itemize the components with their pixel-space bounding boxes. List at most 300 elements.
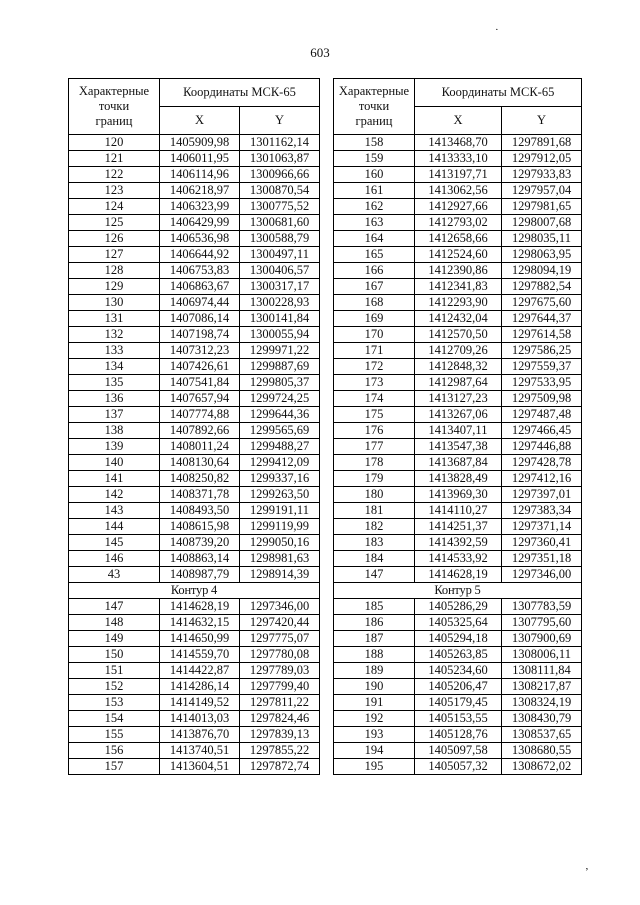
point-id-cell: 143 [69,503,160,519]
y-cell: 1297775,07 [240,631,320,647]
x-cell: 1405179,45 [415,695,502,711]
table-row [334,295,582,311]
table-row [69,295,320,311]
points-header-line: границ [355,114,393,128]
point-id-cell: 147 [69,599,160,615]
table-row [69,759,320,775]
table-row [334,519,582,535]
x-cell: 1412341,83 [415,279,502,295]
x-cell: 1405128,76 [415,727,502,743]
point-id-cell: 167 [334,279,415,295]
point-id-cell: 162 [334,199,415,215]
x-cell: 1414559,70 [160,647,240,663]
point-id-cell: 139 [69,439,160,455]
x-cell: 1413740,51 [160,743,240,759]
point-id-cell: 172 [334,359,415,375]
table-row [69,327,320,343]
point-id-cell: 159 [334,151,415,167]
table-row [69,391,320,407]
y-cell: 1297586,25 [502,343,582,359]
point-id-cell: 150 [69,647,160,663]
points-header-line: точки [358,99,390,113]
point-id-cell: 193 [334,727,415,743]
table-row [334,599,582,615]
y-cell: 1297799,40 [240,679,320,695]
point-id-cell: 166 [334,263,415,279]
point-id-cell: 177 [334,439,415,455]
x-cell: 1412432,04 [415,311,502,327]
point-id-cell: 147 [334,567,415,583]
point-id-cell: 189 [334,663,415,679]
point-id-cell: 124 [69,199,160,215]
x-cell: 1412848,32 [415,359,502,375]
points-header-line: Характерные [338,84,410,98]
y-cell: 1297882,54 [502,279,582,295]
y-cell: 1298063,95 [502,247,582,263]
x-cell: 1413876,70 [160,727,240,743]
page-number: 603 [310,45,330,60]
y-cell: 1300055,94 [240,327,320,343]
table-row [334,567,582,583]
point-id-cell: 165 [334,247,415,263]
table-row [334,215,582,231]
y-cell: 1297420,44 [240,615,320,631]
x-cell: 1407774,88 [160,407,240,423]
x-cell: 1408250,82 [160,471,240,487]
point-id-cell: 187 [334,631,415,647]
rows-body [69,599,320,775]
x-cell: 1405057,32 [415,759,502,775]
y-cell: 1299724,25 [240,391,320,407]
y-cell: 1297428,78 [502,455,582,471]
y-cell: 1299263,50 [240,487,320,503]
points-header-line: границ [95,114,133,128]
table-row [69,487,320,503]
y-cell: 1297981,65 [502,199,582,215]
coords-header: Координаты МСК-65 [160,79,320,107]
point-id-cell: 146 [69,551,160,567]
point-id-cell: 123 [69,183,160,199]
x-cell: 1405286,29 [415,599,502,615]
point-id-cell: 175 [334,407,415,423]
x-cell: 1406753,83 [160,263,240,279]
point-id-cell: 154 [69,711,160,727]
y-cell: 1299644,36 [240,407,320,423]
y-cell: 1297811,22 [240,695,320,711]
point-id-cell: 190 [334,679,415,695]
y-cell: 1297383,34 [502,503,582,519]
x-cell: 1408493,50 [160,503,240,519]
table-row [334,663,582,679]
table-row [334,759,582,775]
table-row [69,375,320,391]
table-row [334,631,582,647]
table-row [334,183,582,199]
y-cell: 1299337,16 [240,471,320,487]
y-cell: 1298914,39 [240,567,320,583]
point-id-cell: 122 [69,167,160,183]
point-id-cell: 157 [69,759,160,775]
table-row [334,359,582,375]
table-row [334,375,582,391]
table-row [334,311,582,327]
x-cell: 1413687,84 [415,455,502,471]
x-cell: 1405234,60 [415,663,502,679]
point-id-cell: 141 [69,471,160,487]
x-cell: 1412927,66 [415,199,502,215]
point-id-cell: 137 [69,407,160,423]
table-row [69,199,320,215]
y-header: Y [502,107,582,135]
point-id-cell: 120 [69,135,160,151]
y-cell: 1297346,00 [502,567,582,583]
y-cell: 1297933,83 [502,167,582,183]
y-cell: 1298981,63 [240,551,320,567]
table-row [69,615,320,631]
contour-label: Контур 4 [69,583,320,599]
point-id-cell: 160 [334,167,415,183]
x-cell: 1412793,02 [415,215,502,231]
rows-body [334,599,582,775]
x-cell: 1414110,27 [415,503,502,519]
x-cell: 1406011,95 [160,151,240,167]
x-cell: 1407198,74 [160,327,240,343]
table-row [69,647,320,663]
point-id-cell: 170 [334,327,415,343]
x-cell: 1407892,66 [160,423,240,439]
x-cell: 1405153,55 [415,711,502,727]
x-cell: 1412293,90 [415,295,502,311]
x-cell: 1405325,64 [415,615,502,631]
x-cell: 1408739,20 [160,535,240,551]
table-row [69,167,320,183]
rows-body [69,135,320,583]
y-cell: 1299488,27 [240,439,320,455]
x-cell: 1414149,52 [160,695,240,711]
table-row [69,471,320,487]
table-row [69,567,320,583]
point-id-cell: 121 [69,151,160,167]
y-cell: 1299119,99 [240,519,320,535]
point-id-cell: 180 [334,487,415,503]
x-cell: 1406863,67 [160,279,240,295]
y-cell: 1297855,22 [240,743,320,759]
y-cell: 1297891,68 [502,135,582,151]
y-cell: 1297346,00 [240,599,320,615]
x-cell: 1413333,10 [415,151,502,167]
point-id-cell: 127 [69,247,160,263]
table-row [334,551,582,567]
point-id-cell: 142 [69,487,160,503]
point-id-cell: 145 [69,535,160,551]
table-row [334,679,582,695]
y-cell: 1297839,13 [240,727,320,743]
y-cell: 1308672,02 [502,759,582,775]
x-cell: 1407086,14 [160,311,240,327]
table-row [334,711,582,727]
x-cell: 1414533,92 [415,551,502,567]
x-cell: 1413547,38 [415,439,502,455]
table-row [334,615,582,631]
x-cell: 1407426,61 [160,359,240,375]
x-cell: 1414650,99 [160,631,240,647]
point-id-cell: 131 [69,311,160,327]
x-cell: 1414251,37 [415,519,502,535]
x-cell: 1408863,14 [160,551,240,567]
x-cell: 1413407,11 [415,423,502,439]
point-id-cell: 130 [69,295,160,311]
y-cell: 1297412,16 [502,471,582,487]
point-id-cell: 191 [334,695,415,711]
table-row [334,327,582,343]
y-cell: 1300406,57 [240,263,320,279]
x-cell: 1414628,19 [415,567,502,583]
point-id-cell: 128 [69,263,160,279]
point-id-cell: 164 [334,231,415,247]
table-row [334,455,582,471]
y-cell: 1297397,01 [502,487,582,503]
x-cell: 1407312,23 [160,343,240,359]
x-cell: 1413468,70 [415,135,502,151]
table-row [334,343,582,359]
table-row [69,135,320,151]
y-cell: 1299971,22 [240,343,320,359]
points-header [69,79,160,135]
x-cell: 1408615,98 [160,519,240,535]
y-cell: 1301162,14 [240,135,320,151]
y-cell: 1297675,60 [502,295,582,311]
table-row [69,663,320,679]
x-cell: 1412658,66 [415,231,502,247]
y-cell: 1297614,58 [502,327,582,343]
y-cell: 1298035,11 [502,231,582,247]
point-id-cell: 136 [69,391,160,407]
y-cell: 1297446,88 [502,439,582,455]
y-cell: 1308006,11 [502,647,582,663]
table-row [69,711,320,727]
y-cell: 1297351,18 [502,551,582,567]
y-cell: 1297509,98 [502,391,582,407]
x-cell: 1408987,79 [160,567,240,583]
coordinates-table-left [68,78,320,775]
points-header-line: Характерные [78,84,150,98]
point-id-cell: 184 [334,551,415,567]
y-cell: 1298094,19 [502,263,582,279]
y-cell: 1297360,41 [502,535,582,551]
y-cell: 1299412,09 [240,455,320,471]
table-row [69,551,320,567]
y-cell: 1307795,60 [502,615,582,631]
point-id-cell: 171 [334,343,415,359]
y-cell: 1300317,17 [240,279,320,295]
point-id-cell: 155 [69,727,160,743]
x-cell: 1412524,60 [415,247,502,263]
table-row [334,535,582,551]
point-id-cell: 126 [69,231,160,247]
x-cell: 1405909,98 [160,135,240,151]
table-row [334,135,582,151]
x-cell: 1405263,85 [415,647,502,663]
y-cell: 1297466,45 [502,423,582,439]
points-header-line: точки [98,99,130,113]
table-row [69,695,320,711]
y-cell: 1308111,84 [502,663,582,679]
y-cell: 1297559,37 [502,359,582,375]
point-id-cell: 140 [69,455,160,471]
table-row [69,215,320,231]
table-row [334,247,582,263]
y-cell: 1300870,54 [240,183,320,199]
point-id-cell: 181 [334,503,415,519]
y-cell: 1297533,95 [502,375,582,391]
table-row [334,151,582,167]
point-id-cell: 174 [334,391,415,407]
y-cell: 1297957,04 [502,183,582,199]
y-cell: 1308324,19 [502,695,582,711]
x-cell: 1413127,23 [415,391,502,407]
y-cell: 1300588,79 [240,231,320,247]
y-cell: 1300681,60 [240,215,320,231]
point-id-cell: 194 [334,743,415,759]
table-row [69,343,320,359]
table-row [334,695,582,711]
y-cell: 1297780,08 [240,647,320,663]
table-row [69,679,320,695]
point-id-cell: 163 [334,215,415,231]
x-cell: 1414013,03 [160,711,240,727]
point-id-cell: 186 [334,615,415,631]
table-row [334,407,582,423]
table-row [334,199,582,215]
y-cell: 1299805,37 [240,375,320,391]
table-row [69,503,320,519]
table-row [334,391,582,407]
y-cell: 1300497,11 [240,247,320,263]
point-id-cell: 168 [334,295,415,311]
y-cell: 1307900,69 [502,631,582,647]
table-row [69,631,320,647]
point-id-cell: 195 [334,759,415,775]
table-row [69,743,320,759]
x-cell: 1406114,96 [160,167,240,183]
table-row [69,247,320,263]
point-id-cell: 149 [69,631,160,647]
rows-body [334,135,582,583]
table-row [334,439,582,455]
point-id-cell: 144 [69,519,160,535]
x-cell: 1412709,26 [415,343,502,359]
y-cell: 1300141,84 [240,311,320,327]
point-id-cell: 138 [69,423,160,439]
table-row [69,455,320,471]
x-cell: 1406644,92 [160,247,240,263]
point-id-cell: 158 [334,135,415,151]
point-id-cell: 148 [69,615,160,631]
x-cell: 1414286,14 [160,679,240,695]
table-row [69,519,320,535]
x-cell: 1413267,06 [415,407,502,423]
x-cell: 1412570,50 [415,327,502,343]
table-row [69,183,320,199]
y-cell: 1300966,66 [240,167,320,183]
x-cell: 1413828,49 [415,471,502,487]
y-cell: 1299050,16 [240,535,320,551]
x-header: X [160,107,240,135]
x-cell: 1407541,84 [160,375,240,391]
y-cell: 1299191,11 [240,503,320,519]
point-id-cell: 134 [69,359,160,375]
x-cell: 1405097,58 [415,743,502,759]
point-id-cell: 133 [69,343,160,359]
point-id-cell: 192 [334,711,415,727]
y-cell: 1297912,05 [502,151,582,167]
table-row [69,727,320,743]
table-row [69,423,320,439]
y-cell: 1308537,65 [502,727,582,743]
x-cell: 1408011,24 [160,439,240,455]
x-cell: 1405294,18 [415,631,502,647]
y-cell: 1300228,93 [240,295,320,311]
coordinates-table-right [333,78,582,775]
y-header: Y [240,107,320,135]
point-id-cell: 173 [334,375,415,391]
table-row [334,503,582,519]
x-cell: 1413197,71 [415,167,502,183]
table-row [334,743,582,759]
y-cell: 1308217,87 [502,679,582,695]
x-cell: 1413604,51 [160,759,240,775]
point-id-cell: 125 [69,215,160,231]
x-cell: 1405206,47 [415,679,502,695]
point-id-cell: 169 [334,311,415,327]
table-row [69,311,320,327]
table-row [334,263,582,279]
table-row [69,599,320,615]
table-row [334,487,582,503]
table-row [69,231,320,247]
point-id-cell: 188 [334,647,415,663]
scan-mark: · [495,24,499,36]
contour-row [69,583,320,599]
y-cell: 1297872,74 [240,759,320,775]
y-cell: 1297487,48 [502,407,582,423]
point-id-cell: 129 [69,279,160,295]
contour-row [334,583,582,599]
x-header: X [415,107,502,135]
x-cell: 1413969,30 [415,487,502,503]
point-id-cell: 153 [69,695,160,711]
table-row [334,471,582,487]
scan-mark: ʼ [585,866,589,878]
x-cell: 1414422,87 [160,663,240,679]
table-row [69,439,320,455]
x-cell: 1406536,98 [160,231,240,247]
x-cell: 1408130,64 [160,455,240,471]
contour-label: Контур 5 [334,583,582,599]
point-id-cell: 135 [69,375,160,391]
y-cell: 1298007,68 [502,215,582,231]
table-row [69,359,320,375]
table-row [69,279,320,295]
x-cell: 1408371,78 [160,487,240,503]
table-row [69,151,320,167]
point-id-cell: 152 [69,679,160,695]
x-cell: 1406323,99 [160,199,240,215]
table-row [334,279,582,295]
y-cell: 1297371,14 [502,519,582,535]
table-row [334,727,582,743]
y-cell: 1308680,55 [502,743,582,759]
